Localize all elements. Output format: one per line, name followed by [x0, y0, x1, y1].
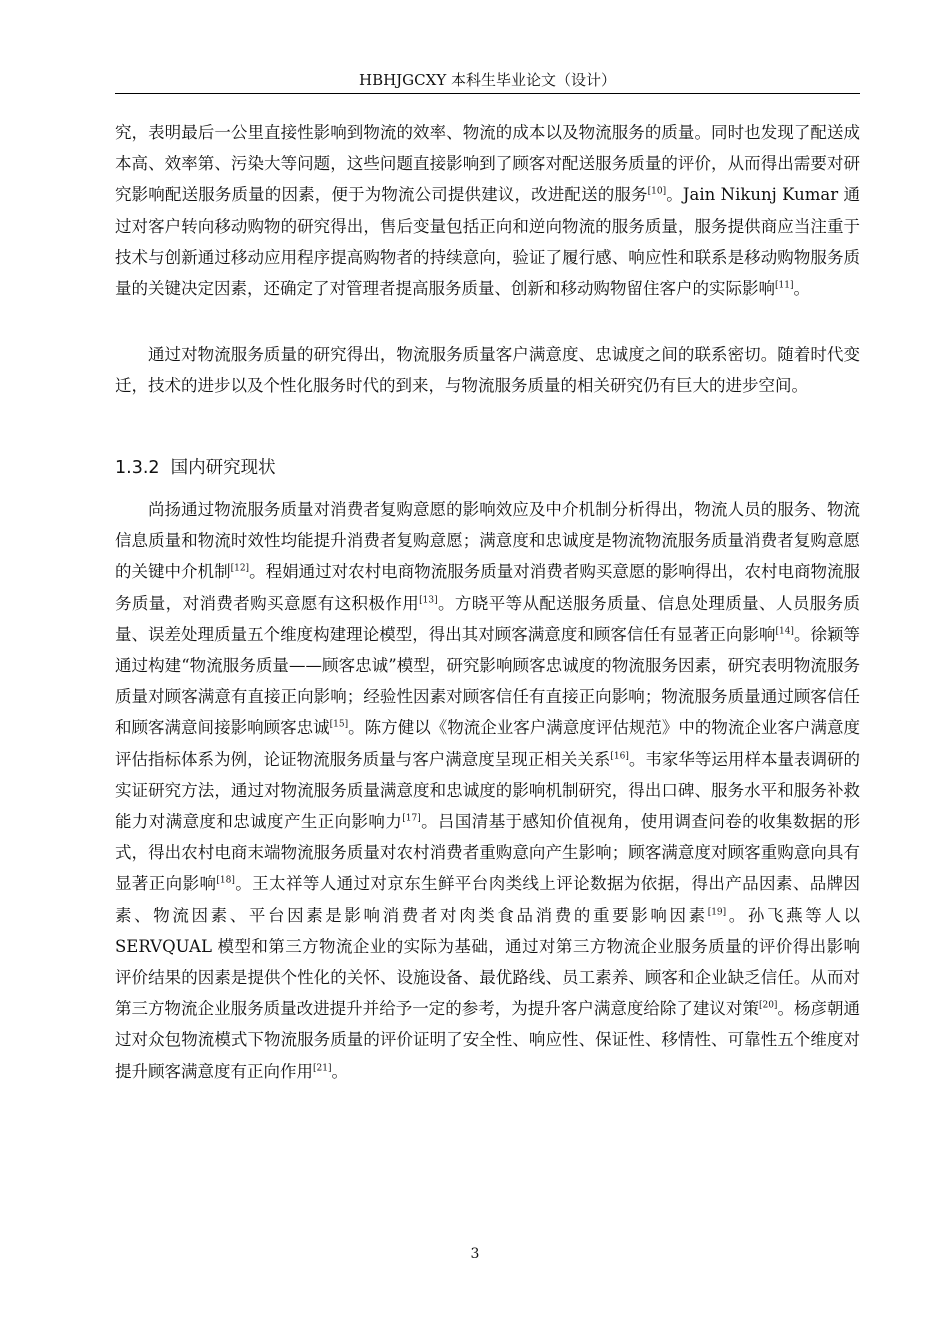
section-number: 1.3.2: [115, 458, 160, 478]
paragraph-text: [115, 117, 860, 304]
text-run: 。程娟通过对农村电商物流服务质量对消费者购买意愿的影响得出，农村电商物流服务质量，对消费者购买意愿有这积极作用: [115, 562, 861, 613]
page-number: 3: [470, 1246, 480, 1262]
text-run: 。方晓平等从配送服务质量、信息处理质量、人员服务质量、误差处理质量五个维度构建理论模型，得出其对顾客满意度和顾客信任有显著正向影响: [115, 593, 861, 644]
section-title: 国内研究现状: [170, 458, 276, 478]
body-paragraph-1: [115, 117, 860, 304]
text-run: 。吕国清基于感知价值视角，使用调查问卷的收集数据的形式，得出农村电商末端物流服务质量对农村消费者重购意向产生影响；顾客满意度对顾客重购意向具有显著正向影响: [115, 812, 861, 894]
citation: [12]: [230, 563, 250, 574]
citation: [15]: [329, 719, 349, 730]
text-run: 。王太祥等人通过对京东生鲜平台肉类线上评论数据为依据，得出产品因素、品牌因素、物流因素、平台因素是影响消费者对肉类食品消费的重要影响因素: [115, 874, 861, 925]
page-header: HBHJGCXY 本科生毕业论文（设计）: [358, 71, 616, 89]
body-paragraph-2: [115, 339, 860, 401]
citation: [10]: [647, 186, 667, 197]
header-divider: [115, 93, 860, 94]
citation: [18]: [216, 875, 235, 886]
citation: [13]: [419, 595, 438, 606]
text-run: 究，表明最后一公里直接性影响到物流的效率、物流的成本以及物流服务的质量。同时也发现了配送成本高、效率第、污染大等问题，这些问题直接影响到了顾客对配送服务质量的评价，从而得出需要对研究影响配送服务质量的因素，便于为物流公司提供建议，改进配送的服务: [115, 123, 860, 205]
text-run: 。陈方健以《物流企业客户满意度评估规范》中的物流企业客户满意度评估指标体系为例，论证物流服务质量与客户满意度呈现正相关关系: [115, 718, 861, 769]
text-run: 。: [793, 279, 810, 299]
text-run: 。韦家华等运用样本量表调研的实证研究方法，通过对物流服务质量满意度和忠诚度的影响机制研究，得出口碑、服务水平和服务补救能力对满意度和忠诚度产生正向影响力: [115, 749, 861, 832]
citation: [17]: [402, 813, 421, 824]
text-run: 。Jain Nikunj Kumar 通过对客户转向移动购物的研究得出，售后变量包括正向和逆向物流的服务质量，服务提供商应当注重于技术与创新通过移动应用程序提高购物者的持续意向，验证了履行感、响应性和联系是移动购物服务质量的关键决定因素，还确定了对管理者提高服务质量、创新和移动购物留住客户的实际影响: [115, 185, 861, 299]
text-run: 尚扬通过物流服务质量对消费者复购意愿的影响效应及中介机制分析得出，物流人员的服务、物流信息质量和物流时效性均能提升消费者复购意愿；满意度和忠诚度是物流物流服务质量消费者复购意愿的关键中介机制: [115, 500, 860, 582]
body-paragraph-3: [115, 494, 860, 1087]
text-run: 。杨彦朝通过对众包物流模式下物流服务质量的评价证明了安全性、响应性、保证性、移情性、可靠性五个维度对提升顾客满意度有正向作用: [115, 999, 861, 1081]
citation: [16]: [610, 751, 629, 762]
text-run: 。孙飞燕等人以 SERVQUAL 模型和第三方物流企业的实际为基础，通过对第三方物流企业服务质量的评价得出影响评价结果的因素是提供个性化的关怀、设施设备、最优路线、员工素养、顾客和企业缺乏信任。从而对第三方物流企业服务质量改进提升并给予一定的参考，为提升客户满意度给除了建议对策: [115, 905, 861, 1019]
paragraph-text: 通过对物流服务质量的研究得出，物流服务质量客户满意度、忠诚度之间的联系密切。随着时代变迁，技术的进步以及个性化服务时代的到来，与物流服务质量的相关研究仍有巨大的进步空间。: [115, 345, 860, 396]
citation: [14]: [775, 626, 794, 637]
text-run: 。: [331, 1061, 348, 1081]
paragraph-text: [115, 494, 860, 1087]
citation: [21]: [313, 1063, 332, 1074]
citation: [20]: [758, 1000, 778, 1011]
citation: [11]: [775, 280, 794, 291]
citation: [19]: [707, 907, 727, 918]
text-run: 。徐颖等通过构建“物流服务质量——顾客忠诚”模型，研究影响顾客忠诚度的物流服务因素，研究表明物流服务质量对顾客满意有直接正向影响；经验性因素对顾客信任有直接正向影响；物流服务质量通过顾客信任和顾客满意间接影响顾客忠诚: [115, 624, 860, 738]
section-heading: [115, 454, 276, 482]
